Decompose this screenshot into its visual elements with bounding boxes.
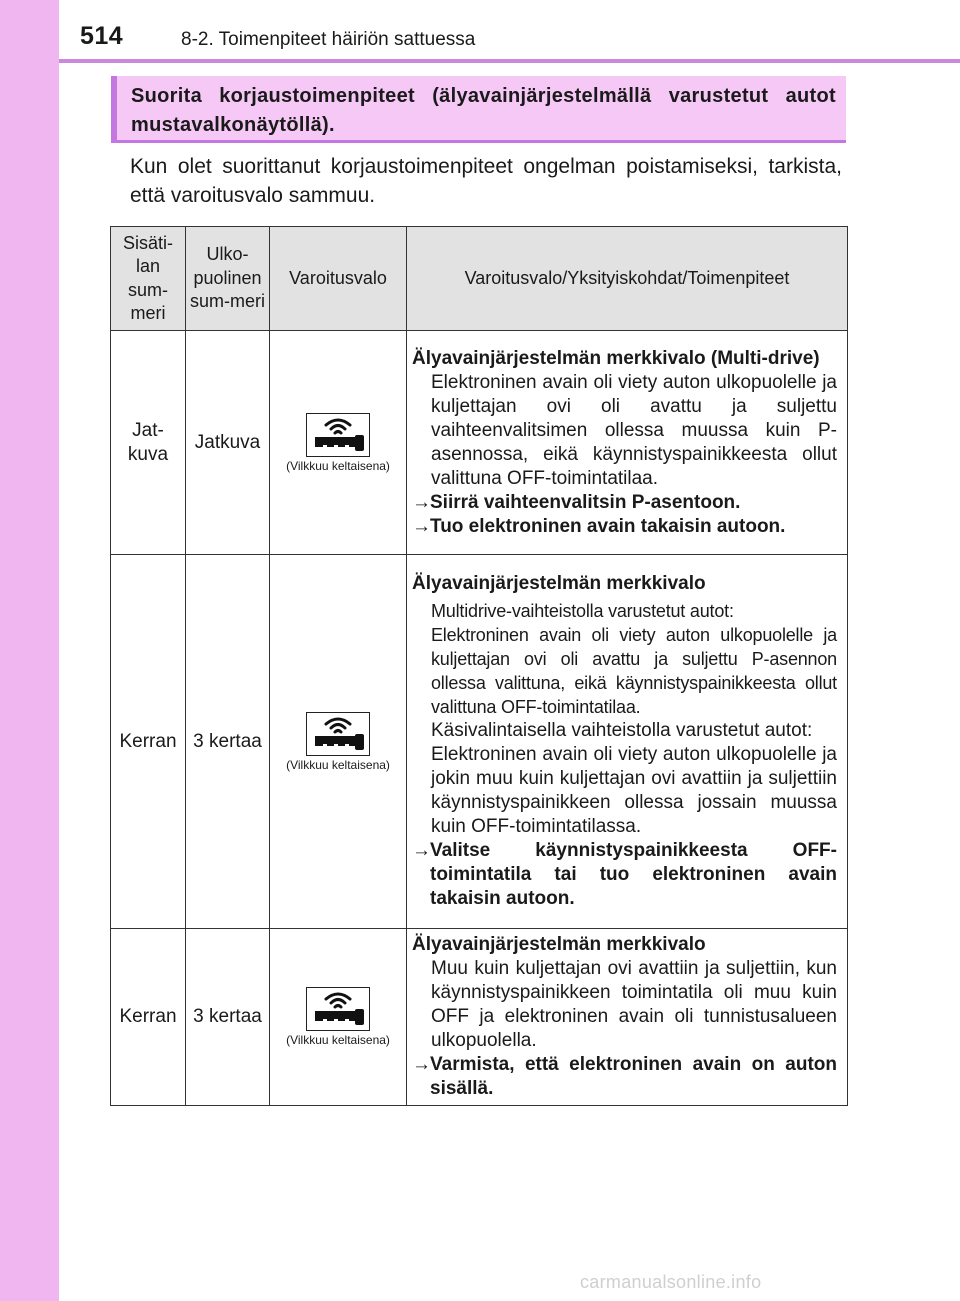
header-details: Varoitusvalo/Yksityiskohdat/Toimenpiteet xyxy=(407,227,848,331)
arrow-icon: → xyxy=(412,840,431,861)
header-exterior-buzzer: Ulko-puolinen sum-meri xyxy=(186,227,270,331)
table-row xyxy=(111,331,848,555)
row1-title: Älyavainjärjestelmän merkkivalo (Multi-drive) xyxy=(412,347,820,369)
row1-body: Elektroninen avain oli viety auton ulkopuolelle ja kuljettajan ovi oli avattu ja suljettu vaihteenvalitsimen ollessa muussa kuin P-asennossa, eikä käynnistyspainikkeesta ollut valittuna OFF-toimintatilaa. xyxy=(431,371,837,489)
header-warning-light: Varoitusvalo xyxy=(270,227,407,331)
table-row xyxy=(111,555,848,929)
row2-sub1-label: Multidrive-vaihteistolla varustetut autot: xyxy=(431,601,734,621)
section-title: 8-2. Toimenpiteet häiriön sattuessa xyxy=(181,29,476,50)
left-color-band xyxy=(0,0,59,1301)
row2-sub1-body: Elektroninen avain oli viety auton ulkopuolelle ja kuljettajan ovi oli avattu ja suljettu P-asennon ollessa valittuna, eikä käynnistyspainikkeesta ollut valittuna OFF-toimintatilaa. xyxy=(431,625,837,717)
row3-body: Muu kuin kuljettajan ovi avattiin ja suljettiin, kun käynnistyspainikkeen toimintatila oli muu kuin OFF ja elektroninen avain oli tunnistusalueen ulkopuolella. xyxy=(431,958,837,1051)
arrow-icon: → xyxy=(412,1054,431,1075)
row2-exterior-buzzer: 3 kertaa xyxy=(186,555,270,929)
row2-title: Älyavainjärjestelmän merkkivalo xyxy=(412,573,706,594)
icon-caption: (Vilkkuu keltaisena) xyxy=(286,1033,390,1047)
row3-interior-buzzer: Kerran xyxy=(111,929,186,1106)
row2-action-1: → Valitse käynnistyspainikkeesta OFF-toimintatila tai tuo elektroninen avain takaisin autoon. xyxy=(412,840,837,909)
smart-key-warning-icon xyxy=(306,987,370,1031)
page-number: 514 xyxy=(80,22,124,50)
row1-action-1: → Siirrä vaihteenvalitsin P-asentoon. xyxy=(412,491,741,513)
row1-action-2: → Tuo elektroninen avain takaisin autoon. xyxy=(412,515,786,537)
row1-interior-buzzer: Jat-kuva xyxy=(111,331,186,555)
row3-exterior-buzzer: 3 kertaa xyxy=(186,929,270,1106)
row3-warning-light-cell xyxy=(270,929,407,1106)
row3-action-1: → Varmista, että elektroninen avain on auton sisällä. xyxy=(412,1054,837,1099)
arrow-icon: → xyxy=(412,491,431,513)
table-row xyxy=(111,929,848,1106)
row1-details xyxy=(407,331,848,555)
header-interior-buzzer: Sisäti-lan sum-meri xyxy=(111,227,186,331)
row1-warning-light-cell xyxy=(270,331,407,555)
row2-warning-light-cell xyxy=(270,555,407,929)
table-header-row xyxy=(111,227,848,331)
callout-text: Suorita korjaustoimenpiteet (älyavainjärjestelmällä varustetut autot mustavalkonäytöllä). xyxy=(131,85,836,136)
row3-title: Älyavainjärjestelmän merkkivalo xyxy=(412,934,706,955)
warning-table xyxy=(110,226,848,1106)
row2-sub2-body: Elektroninen avain oli viety auton ulkopuolelle ja jokin muu kuin kuljettajan ovi avattiin ja suljettiin käynnistyspainikkeen ollessa jossain muussa kuin OFF-toimintatilassa. xyxy=(431,744,837,837)
watermark: carmanualsonline.info xyxy=(580,1272,762,1292)
row3-details xyxy=(407,929,848,1106)
intro-paragraph: Kun olet suorittanut korjaustoimenpiteet ongelman poistamiseksi, tarkista, että varoitusvalo sammuu. xyxy=(130,155,842,207)
smart-key-warning-icon xyxy=(306,413,370,457)
arrow-icon: → xyxy=(412,515,431,537)
smart-key-warning-icon xyxy=(306,712,370,756)
row2-interior-buzzer: Kerran xyxy=(111,555,186,929)
header-divider xyxy=(59,59,960,63)
row2-sub2-label: Käsivalintaisella vaihteistolla varustetut autot: xyxy=(431,720,813,741)
row1-exterior-buzzer: Jatkuva xyxy=(186,331,270,555)
callout-box xyxy=(111,76,846,143)
row2-details xyxy=(407,555,848,929)
icon-caption: (Vilkkuu keltaisena) xyxy=(286,458,390,473)
icon-caption: (Vilkkuu keltaisena) xyxy=(286,757,390,772)
